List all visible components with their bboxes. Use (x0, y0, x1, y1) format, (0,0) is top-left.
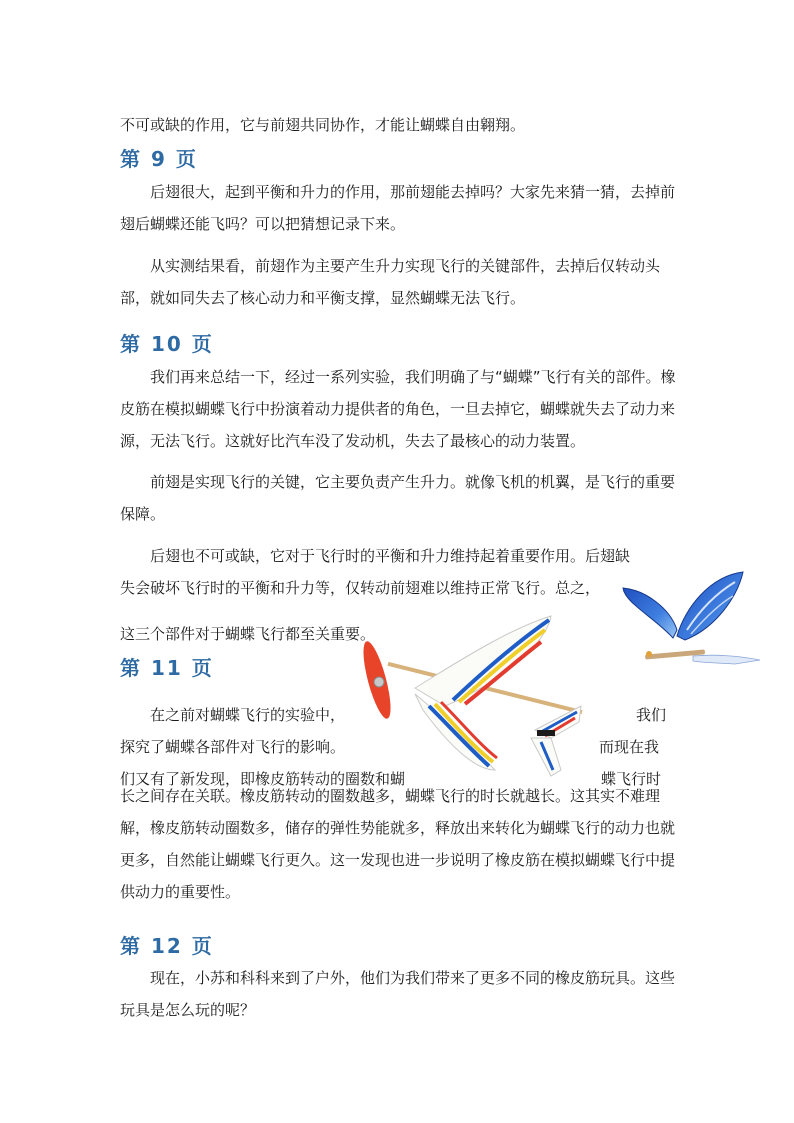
paragraph: 后翅也不可或缺，它对于飞行时的平衡和升力维持起着重要作用。后翅缺失会破坏飞行时的平衡和升力等，仅转动前翅难以维持正常飞行。总之， (120, 547, 631, 597)
text-line: 而现在我 (599, 738, 660, 756)
section-heading-10: 第 10 页 (120, 332, 214, 356)
intro-line: 不可或缺的作用，它与前翅共同协作，才能让蝴蝶自由翱翔。 (120, 116, 526, 134)
paragraph: 后翅很大，起到平衡和升力的作用，那前翅能去掉吗？大家先来猜一猜，去掉前翅后蝴蝶还能飞吗？可以把猜想记录下来。 (120, 183, 676, 233)
text-line: 在之前对蝴蝶飞行的实验中， (150, 706, 346, 724)
paragraph: 现在，小苏和科科来到了户外，他们为我们带来了更多不同的橡皮筋玩具。这些玩具是怎么玩的呢？ (120, 969, 676, 1019)
paragraph: 长之间存在关联。橡皮筋转动的圈数越多，蝴蝶飞行的时长就越长。这其实不难理解，橡皮筋转动圈数多，储存的弹性势能就多，释放出来转化为蝴蝶飞行的动力也就更多，自然能让蝴蝶飞行更久。这一发现也进一步说明了橡皮筋在模拟蝴蝶飞行中提供动力的重要性。 (120, 787, 676, 901)
paragraph: 我们再来总结一下，经过一系列实验，我们明确了与“蝴蝶”飞行有关的部件。橡皮筋在模拟蝴蝶飞行中扮演着动力提供者的角色，一旦去掉它，蝴蝶就失去了动力来源，无法飞行。这就好比汽车没了发动机，失去了最核心的动力装置。 (120, 368, 676, 450)
text-line: 探究了蝴蝶各部件对飞行的影响。 (120, 738, 346, 756)
text-line: 们又有了新发现，即橡皮筋转动的圈数和蝴 (120, 770, 406, 788)
section-heading-12: 第 12 页 (120, 934, 214, 958)
paragraph-tail: 这三个部件对于蝴蝶飞行都至关重要。 (120, 625, 376, 643)
text-line: 我们 (636, 706, 667, 724)
paragraph: 从实测结果看，前翅作为主要产生升力实现飞行的关键部件，去掉后仅转动头部，就如同失去了核心动力和平衡支撑，显然蝴蝶无法飞行。 (120, 257, 661, 307)
section-heading-11: 第 11 页 (120, 656, 214, 680)
section-heading-9: 第 9 页 (120, 147, 198, 171)
toy-butterfly-image (615, 568, 765, 668)
paragraph: 前翅是实现飞行的关键，它主要负责产生升力。就像飞机的机翼，是飞行的重要保障。 (120, 473, 676, 523)
text-line: 蝶飞行时 (601, 770, 662, 788)
toy-airplane-image (355, 610, 595, 780)
